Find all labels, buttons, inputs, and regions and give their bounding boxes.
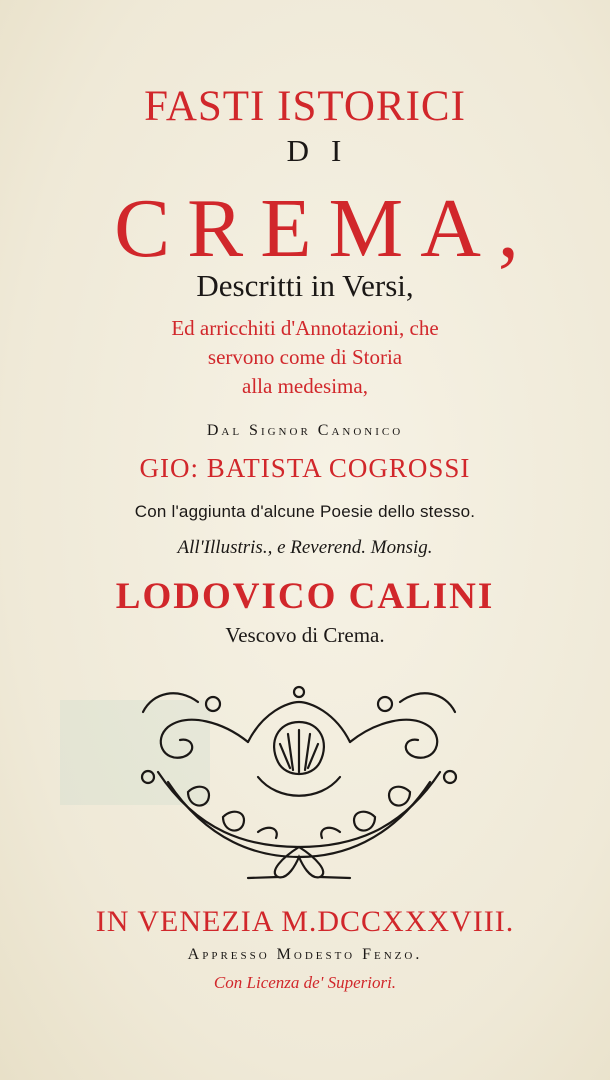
- subtitle-medesima: alla medesima,: [242, 374, 368, 398]
- subtitle-arricchiti: Ed arricchiti d'Annotazioni, che: [171, 316, 439, 340]
- poems-note: Con l'aggiunta d'alcune Poesie dello stesso.: [134, 502, 476, 521]
- author-name: GIO: BATISTA COGROSSI: [139, 453, 471, 483]
- subtitle-descritti: Descritti in Versi,: [196, 268, 414, 303]
- imprint-place-date: IN VENEZIA M.DCCXXXVIII.: [95, 905, 515, 938]
- title-line-crema: CREMA,: [114, 182, 536, 275]
- dedicatee-name: LODOVICO CALINI: [115, 576, 495, 617]
- title-line-fasti: FASTI ISTORICI: [144, 83, 466, 130]
- author-intro: Dal Signor Canonico: [206, 422, 404, 439]
- floral-ornament-icon: [128, 682, 470, 882]
- subtitle-servono: servono come di Storia: [207, 345, 403, 369]
- printer-line: Appresso Modesto Fenzo.: [187, 946, 423, 963]
- title-line-di: DI: [286, 133, 364, 168]
- dedicatee-title: Vescovo di Crema.: [225, 623, 385, 647]
- license-line: Con Licenza de' Superiori.: [213, 973, 397, 992]
- dedication-line: All'Illustris., e Reverend. Monsig.: [177, 537, 433, 558]
